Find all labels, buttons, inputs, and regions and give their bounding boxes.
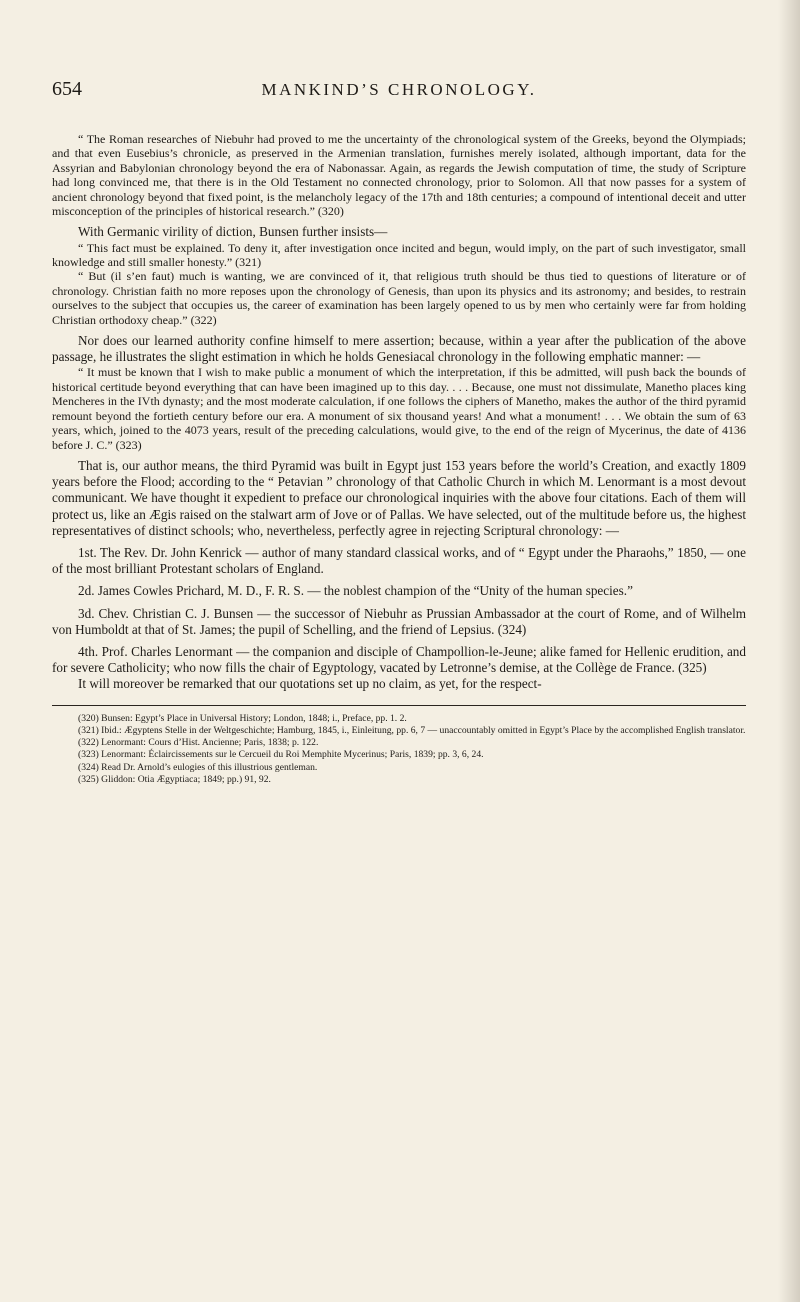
footnote-321: (321) Ibid.: Ægyptens Stelle in der Weltgeschichte; Hamburg, 1845, i., Einleitung, pp. 6, 7 — unaccountably omitted in Egypt’s Place by the accomplished English translator.: [78, 724, 746, 736]
footnote-320: (320) Bunsen: Egypt’s Place in Universal History; London, 1848; i., Preface, pp. 1. 2.: [78, 712, 407, 724]
footnotes: [52, 713, 746, 787]
paragraph-third-pyramid: That is, our author means, the third Pyramid was built in Egypt just 153 years before the world’s Creation, and exactly 1809 years before the Flood; according to the “ Petavian ” chronology of that Catholic Church in which M. Lenormant is a most devout communicant. We have thought it expedient to preface our chronological inquiries with the above four citations. Each of them will protect us, like an Ægis raised on the stalwart arm of Jove or of Pallas. We have selected, out of the multitude before us, the highest representatives of distinct schools; who, nevertheless, perfectly agree in rejecting Scriptural chronology: —: [52, 457, 746, 538]
paragraph-niebuhr-quote: “ The Roman researches of Niebuhr had proved to me the uncertainty of the chronological system of the Greeks, beyond the Olympiads; and that even Eusebius’s chronicle, as preserved in the Armenian translation, furnishes merely isolated, although important, data for the Assyrian and Babylonian chronology beyond the era of Nabonassar. Again, as regards the Jewish computation of time, the study of Scripture had long convinced me, that there is in the Old Testament no connected chronology, prior to Solomon. All that now passes for a system of ancient chronology beyond that fixed point, is the melancholy legacy of the 17th and 18th centuries; a compound of intentional deceit and utter misconception of the principles of historical research.” (320): [52, 132, 746, 219]
footnote-325: (325) Gliddon: Otia Ægyptiaca; 1849; pp.) 91, 92.: [78, 774, 271, 786]
footnote-323: (323) Lenormant: Éclaircissements sur le Cercueil du Roi Memphite Mycerinus; Paris, 1839; pp. 3, 6, 24.: [78, 749, 484, 761]
paragraph-quotations-remark: It will moreover be remarked that our quotations set up no claim, as yet, for the respect-: [78, 676, 542, 692]
paragraph-monument-quote: “ It must be known that I wish to make public a monument of which the interpretation, if this be admitted, will push back the bounds of historical certitude beyond everything that can have been imagined up to this day. . . . Because, one must not dissimulate, Manetho places king Mencheres in the IVth dynasty; and the most moderate calculation, if one follows the ciphers of Manetho, makes the author of the third pyramid remount beyond the fortieth century before our era. A monument of six thousand years! And what a monument! . . . We obtain the sum of 63 years, which, joined to the 4073 years, result of the preceding calculations, would give, to the end of the reign of Mycerinus, the date of 4136 before J. C.” (323): [52, 365, 746, 452]
running-head: MANKIND’S CHRONOLOGY.: [261, 80, 537, 99]
paragraph-fact-quote: “ This fact must be explained. To deny it, after investigation once incited and begun, would imply, on the part of such investigator, small knowledge and still smaller honesty.” (321): [52, 240, 746, 270]
body-text: [52, 132, 746, 693]
book-page: [52, 78, 746, 786]
paragraph-religious-truth-quote: “ But (il s’en faut) much is wanting, we are convinced of it, that religious truth should be thus tied to questions of literature or of chronology. Christian faith no more reposes upon the chronology of Genesis, than upon its physics and its astronomy; and besides, to restrain ourselves to the subject that occupies us, the career of examination has been largely opened to us by men who certainly were far from holding Christian orthodoxy cheap.” (322): [52, 269, 746, 327]
list-item-bunsen: 3d. Chev. Christian C. J. Bunsen — the successor of Niebuhr as Prussian Ambassador at the court of Rome, and of Wilhelm von Humboldt at that of St. James; the pupil of Schelling, and the friend of Lepsius. (324): [52, 605, 746, 637]
footnote-rule: [52, 705, 746, 706]
paragraph-learned-authority: Nor does our learned authority confine himself to mere assertion; because, within a year after the publication of the above passage, he illustrates the slight estimation in which he holds Genesiacal chronology in the following emphatic manner: —: [52, 333, 746, 365]
paragraph-bunsen-insists: With Germanic virility of diction, Bunsen further insists—: [78, 224, 388, 240]
list-item-lenormant: 4th. Prof. Charles Lenormant — the companion and disciple of Champollion-le-Jeune; alike famed for Hellenic erudition, and for severe Catholicity; who now fills the chair of Egyptology, vacated by Letronne’s demise, at the Collège de France. (325): [52, 643, 746, 676]
footnote-324: (324) Read Dr. Arnold’s eulogies of this illustrious gentleman.: [78, 761, 318, 773]
page-header: [52, 78, 746, 108]
page-number: 654: [52, 78, 82, 100]
footnote-322: (322) Lenormant: Cours d’Hist. Ancienne; Paris, 1838; p. 122.: [78, 737, 319, 749]
list-item-prichard: 2d. James Cowles Prichard, M. D., F. R. S. — the noblest champion of the “Unity of the human species.”: [78, 583, 633, 599]
page-edge-shadow: [778, 0, 800, 1302]
list-item-kenrick: 1st. The Rev. Dr. John Kenrick — author of many standard classical works, and of “ Egypt under the Pharaohs,” 1850, — one of the most brilliant Protestant scholars of England.: [52, 544, 746, 577]
